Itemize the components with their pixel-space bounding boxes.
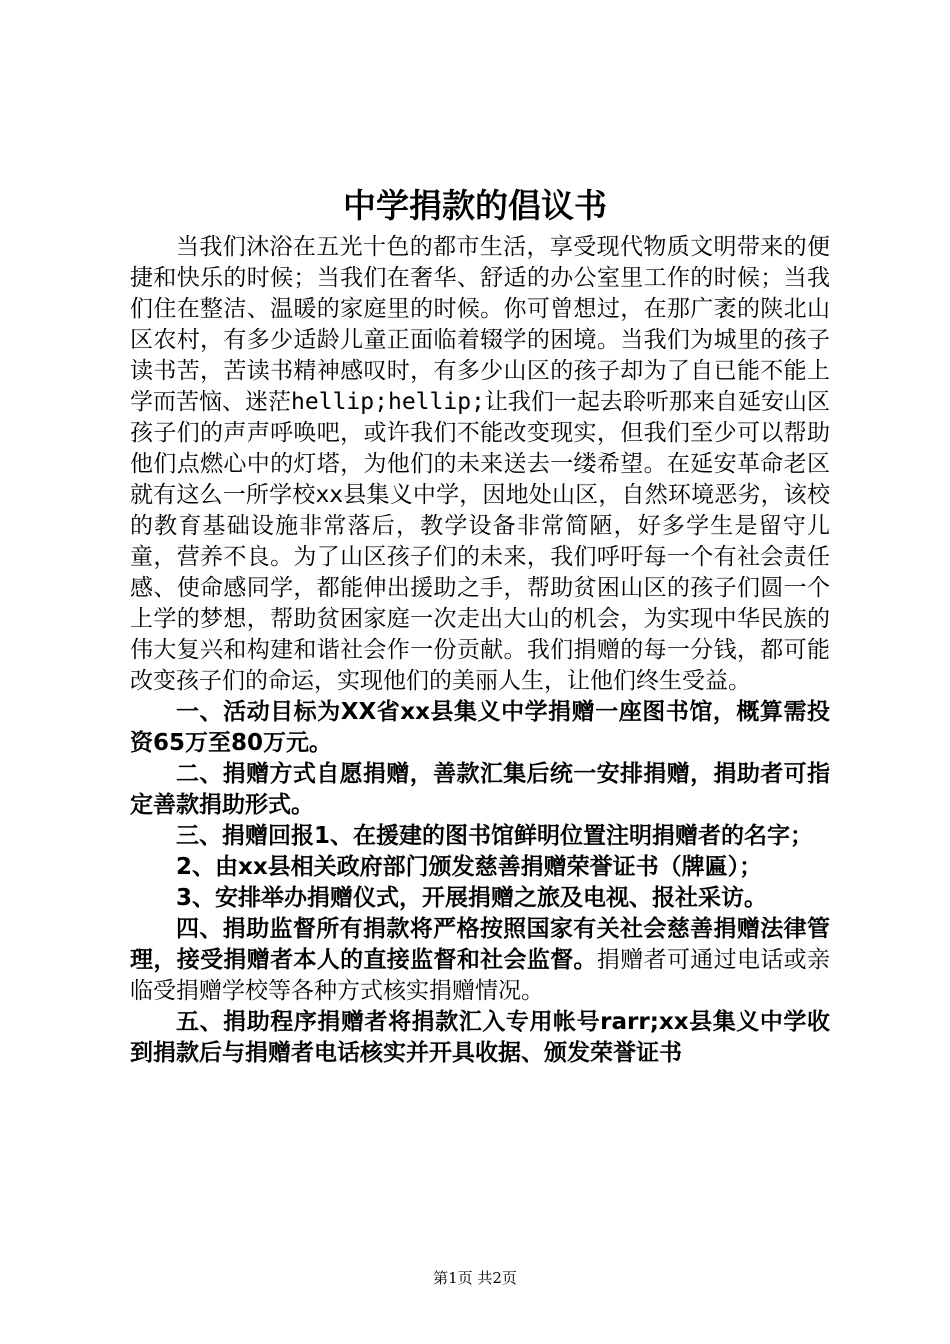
page-indicator: 第1页 共2页 — [433, 1269, 517, 1287]
document-body — [130, 232, 830, 1069]
section-donation-supervision — [130, 914, 830, 1007]
document-title: 中学捐款的倡议书 — [343, 186, 607, 225]
intro-paragraph: 当我们沐浴在五光十色的都市生活，享受现代物质文明带来的便捷和快乐的时候；当我们在奢华、舒适的办公室里工作的时候；当我们住在整洁、温暖的家庭里的时候。你可曾想过，在那广袤的陕北山区农村，有多少适龄儿童正面临着辍学的困境。当我们为城里的孩子读书苦，苦读书精神感叹时，有多少山区的孩子却为了自已能不能上学而苦恼、迷茫hellip;hellip;让我们一起去聆听那来自延安山区孩子们的声声呼唤吧，或许我们不能改变现实，但我们至少可以帮助他们点燃心中的灯塔，为他们的未来送去一缕希望。在延安革命老区就有这么一所学校xx县集义中学，因地处山区，自然环境恶劣，该校的教育基础设施非常落后，教学设备非常简陋，好多学生是留守儿童，营养不良。为了山区孩子们的未来，我们呼吁每一个有社会责任感、使命感同学，都能伸出援助之手，帮助贫困山区的孩子们圆一个上学的梦想，帮助贫困家庭一次走出大山的机会，为实现中华民族的伟大复兴和构建和谐社会作一份贡献。我们捐赠的每一分钱，都可能改变孩子们的命运，实现他们的美丽人生，让他们终生受益。 — [130, 234, 830, 694]
section-activity-goal: 一、活动目标为XX省xx县集义中学捐赠一座图书馆，概算需投资65万至80万元。 — [130, 699, 830, 756]
supervision-verification-text: 捐赠者可通过电话或亲临受捐赠学校等各种方式核实捐赠情况。 — [130, 947, 831, 1004]
section-donation-procedure: 五、捐助程序捐赠者将捐款汇入专用帐号rarr;xx县集义中学收到捐款后与捐赠者电话核实并开具收据、颁发荣誉证书 — [130, 1009, 830, 1066]
section-donation-reward: 三、捐赠回报1、在援建的图书馆鲜明位置注明捐赠者的名字； — [176, 823, 814, 849]
supervision-main-text: 四、捐助监督所有捐款将严格按照国家有关社会慈善捐赠法律管理，接受捐赠者本人的直接监督和社会监督。 — [130, 916, 830, 973]
section-donation-method: 二、捐赠方式自愿捐赠，善款汇集后统一安排捐赠，捐助者可指定善款捐助形式。 — [130, 761, 830, 818]
reward-item-ceremony: 3、安排举办捐赠仪式，开展捐赠之旅及电视、报社采访。 — [176, 885, 768, 911]
reward-item-certificate: 2、由xx县相关政府部门颁发慈善捐赠荣誉证书（牌匾）； — [176, 854, 763, 880]
